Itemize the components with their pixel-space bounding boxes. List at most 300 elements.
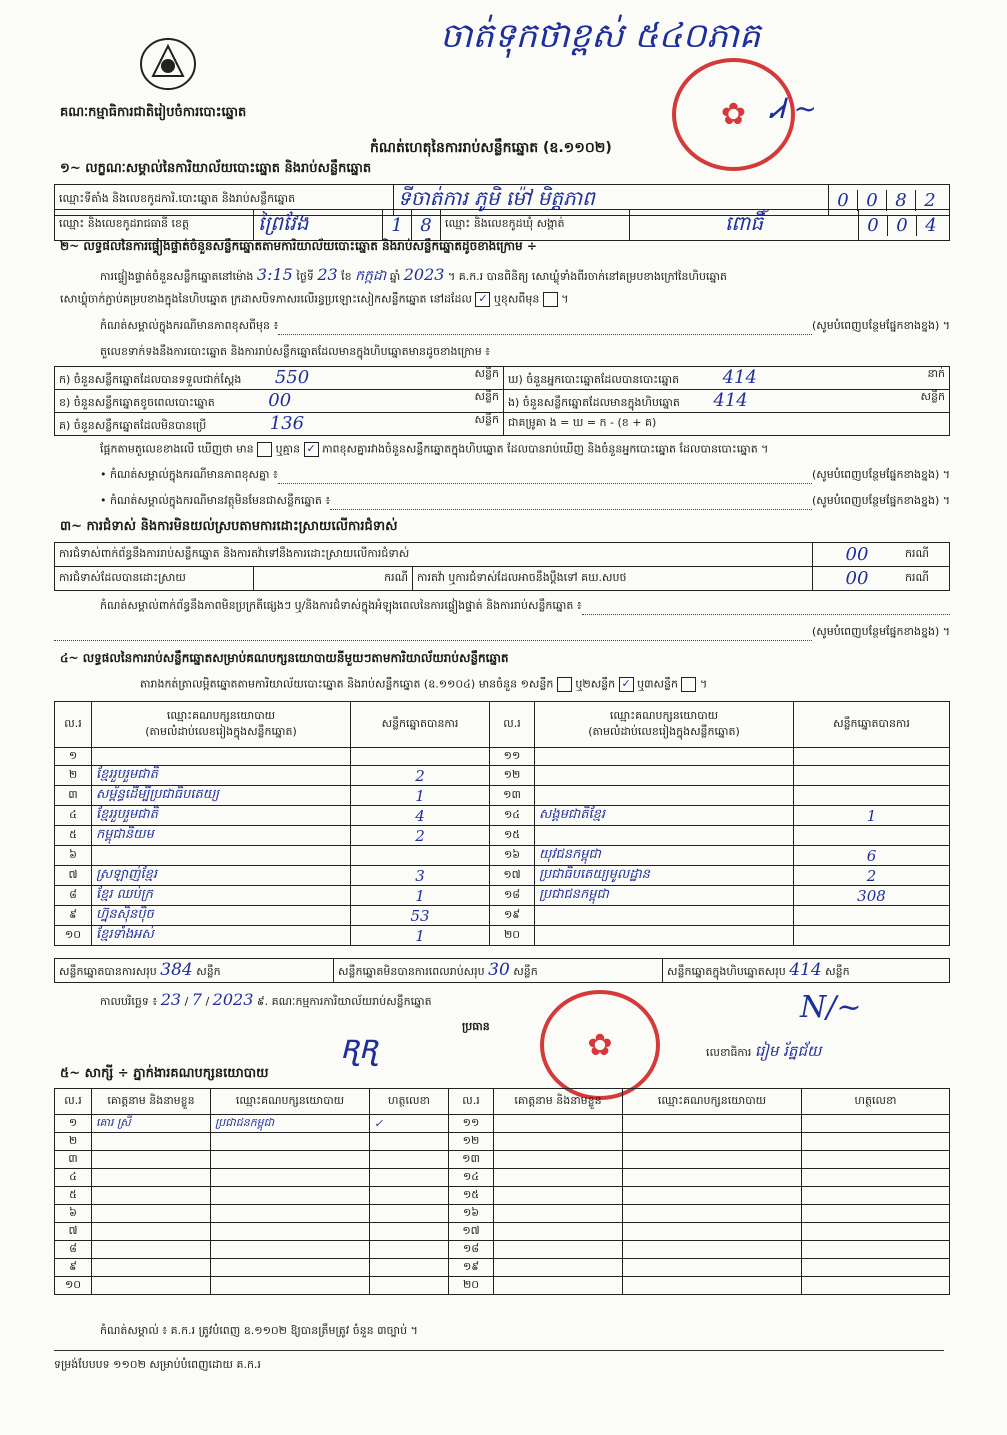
party-name: ប្រជាជនកម្ពុជា bbox=[535, 886, 794, 906]
party-name: ស្រឡាញ់ខ្មែរ bbox=[92, 866, 351, 886]
row-no: ៧ bbox=[55, 866, 92, 886]
secretary-line bbox=[706, 1042, 821, 1064]
count-formula: ជាគម្រូគា ង = ឃ = ក - (ខ + គ) bbox=[504, 413, 950, 436]
row-no: ៦ bbox=[55, 846, 92, 866]
witness-party bbox=[623, 1205, 802, 1223]
irregularity-line-2 bbox=[54, 625, 950, 641]
witness-name bbox=[92, 1277, 211, 1295]
row-no: ១៥ bbox=[449, 1187, 494, 1205]
table-row bbox=[55, 886, 950, 906]
province-code-1: 1 bbox=[383, 210, 412, 241]
resolved-unit: ករណី bbox=[254, 567, 413, 591]
count-d-value: 414 bbox=[722, 367, 757, 388]
polling-station-label: ឈ្មោះទីតាំង និងលេខកូដការិ.បោះឆ្នោត និងរាប់សន្លឹកឆ្នោត bbox=[55, 185, 394, 216]
party-name: ខ្មែររួបរួមជាតិ bbox=[92, 766, 351, 786]
witness-party bbox=[623, 1259, 802, 1277]
party-name bbox=[535, 786, 794, 806]
witness-signature bbox=[802, 1205, 950, 1223]
row-no: ៨ bbox=[55, 886, 92, 906]
party-name: ខ្មែរទាំងអស់ bbox=[92, 926, 351, 946]
changed-label: ឬខុសពីមុន bbox=[493, 292, 540, 306]
verify-month: កក្កដា bbox=[355, 268, 387, 284]
witness-table bbox=[54, 1088, 950, 1295]
section-3-table bbox=[54, 542, 950, 591]
count-b-value: 00 bbox=[268, 390, 292, 411]
party-name: សង្គមជាតិខ្មែរ bbox=[535, 806, 794, 826]
col-no: ល.រ bbox=[55, 702, 92, 748]
witness-name bbox=[494, 1259, 623, 1277]
witness-signature bbox=[802, 1169, 950, 1187]
objection-value: 00 bbox=[813, 543, 902, 567]
date-label: កាលបរិច្ឆេទ ៖ bbox=[100, 995, 158, 1008]
bullet-note-1 bbox=[100, 468, 950, 484]
vote-count bbox=[794, 826, 950, 846]
row-no: ៨ bbox=[55, 1241, 92, 1259]
chair-signature: ꭆꭆ bbox=[340, 1027, 378, 1067]
verification-line-1 bbox=[100, 265, 960, 287]
col-party: ឈ្មោះគណបក្សនយោបាយ bbox=[211, 1089, 370, 1115]
appeal-value: 00 bbox=[813, 567, 902, 591]
witness-party bbox=[623, 1151, 802, 1169]
row-no: ១១ bbox=[449, 1115, 494, 1133]
col-party: ឈ្មោះគណបក្សនយោបាយ bbox=[623, 1089, 802, 1115]
witness-signature bbox=[370, 1259, 449, 1277]
col-party bbox=[535, 702, 794, 748]
witness-signature bbox=[802, 1241, 950, 1259]
witness-signature bbox=[802, 1133, 950, 1151]
witness-name bbox=[494, 1151, 623, 1169]
witness-name bbox=[92, 1223, 211, 1241]
committee-label: ៩. គណៈកម្មការការិយាល័យរាប់សន្លឹកឆ្នោត bbox=[256, 995, 432, 1008]
table-row bbox=[55, 1241, 950, 1259]
bullet-1-label: • កំណត់សម្គាល់ក្នុងករណីមានភាពខុសគ្នា ៖ bbox=[100, 468, 278, 481]
verify-year: 2023 bbox=[403, 265, 445, 284]
verify-line2-text: សោឃ្លុំចាក់ភ្ជាប់គម្របខាងក្នុងនៃហិបឆ្នោត ក្រដាសបិទភាសរលើរន្ធប្រឡោះសៀកសន្លឹកឆ្នោត នៅដដែល bbox=[60, 292, 472, 306]
count-b bbox=[55, 390, 504, 413]
witness-signature bbox=[802, 1223, 950, 1241]
section-5-heading: ៥~ សាក្សី ÷ ភ្នាក់ងារគណបក្សនយោបាយ bbox=[60, 1066, 269, 1081]
table-row bbox=[55, 1133, 950, 1151]
row-no: ៤ bbox=[55, 1169, 92, 1187]
vote-count: 2 bbox=[351, 766, 490, 786]
witness-signature bbox=[370, 1151, 449, 1169]
col-party-title: ឈ្មោះគណបក្សនយោបាយ bbox=[166, 708, 276, 722]
count-e-label: ង) ចំនួនសន្លឹកឆ្នោតដែលមានក្នុងហិបឆ្នោត bbox=[508, 396, 680, 409]
verification-line-2: សោឃ្លុំចាក់ភ្ជាប់គម្របខាងក្នុងនៃហិបឆ្នោត ក្រដាសបិទភាសរលើរន្ធប្រឡោះសៀកសន្លឹកឆ្នោត នៅដដែល ✓ ឬខុសពីមុន ។ bbox=[60, 292, 569, 306]
count-b-label: ខ) ចំនួនសន្លឹកឆ្នោតខូចពេលបោះឆ្នោត bbox=[59, 396, 215, 409]
row-no: ១៦ bbox=[449, 1205, 494, 1223]
vote-count: 1 bbox=[794, 806, 950, 826]
verify-time: 3:15 bbox=[256, 265, 293, 284]
vote-count: 1 bbox=[351, 786, 490, 806]
row-no: ៩ bbox=[55, 906, 92, 926]
nec-emblem bbox=[138, 36, 198, 92]
table-row bbox=[55, 926, 950, 946]
commune-code bbox=[859, 210, 950, 241]
unit: សន្លឹក bbox=[920, 390, 945, 403]
count-e-value: 414 bbox=[713, 390, 748, 411]
row-no: ១ bbox=[55, 1115, 92, 1133]
count-c bbox=[55, 413, 504, 436]
vote-count bbox=[794, 926, 950, 946]
commune-label: ឈ្មោះ និងលេខកូដឃុំ សង្កាត់ bbox=[441, 210, 630, 241]
witness-name bbox=[494, 1169, 623, 1187]
checkbox-no-diff[interactable]: ✓ bbox=[304, 442, 319, 457]
col-sign: ហត្ថលេខា bbox=[370, 1089, 449, 1115]
bullet-1-hint: (សូមបំពេញបន្ថែមផ្នែកខាងខ្នង) ។ bbox=[811, 468, 950, 481]
footer-divider bbox=[54, 1350, 944, 1351]
party-name bbox=[535, 906, 794, 926]
note-line-change bbox=[100, 319, 950, 335]
party-name: យុវជនកម្ពុជា bbox=[535, 846, 794, 866]
witness-signature bbox=[802, 1187, 950, 1205]
verify-text-a: ការផ្ទៀងផ្ទាត់ចំនួនសន្លឹកឆ្នោតនៅម៉ោង bbox=[100, 270, 254, 283]
table-row bbox=[55, 1205, 950, 1223]
col-no: ល.រ bbox=[55, 1089, 92, 1115]
party-name: ប្រជាធិបតេយ្យមូលដ្ឋាន bbox=[535, 866, 794, 886]
witness-signature bbox=[370, 1277, 449, 1295]
row-no: ១៨ bbox=[490, 886, 535, 906]
total-valid-value: 384 bbox=[160, 960, 193, 980]
row-no: ១៧ bbox=[449, 1223, 494, 1241]
vote-count bbox=[794, 748, 950, 766]
verify-day: 23 bbox=[317, 265, 338, 284]
code-digit: 8 bbox=[886, 190, 915, 211]
checkbox-3-sheets[interactable] bbox=[681, 677, 696, 692]
witness-party bbox=[623, 1223, 802, 1241]
witness-signature bbox=[802, 1151, 950, 1169]
witness-party bbox=[623, 1187, 802, 1205]
unit: សន្លឹក bbox=[825, 965, 850, 978]
witness-party bbox=[211, 1133, 370, 1151]
party-name: កម្ពុជានិយម bbox=[92, 826, 351, 846]
party-name: សម្ព័ន្ធដើម្បីប្រជាធិបតេយ្យ bbox=[92, 786, 351, 806]
bullet-2-hint: (សូមបំពេញបន្ថែមផ្នែកខាងខ្នង) ។ bbox=[811, 494, 950, 507]
row-no: ៣ bbox=[55, 1151, 92, 1169]
row-no: ២០ bbox=[449, 1277, 494, 1295]
vote-count bbox=[351, 846, 490, 866]
unit: សន្លឹក bbox=[513, 965, 538, 978]
witness-signature bbox=[370, 1223, 449, 1241]
table-row bbox=[55, 906, 950, 926]
row-no: ១៥ bbox=[490, 826, 535, 846]
row-no: ១១ bbox=[490, 748, 535, 766]
row-no: ៤ bbox=[55, 806, 92, 826]
checkbox-1-sheet[interactable] bbox=[557, 677, 572, 692]
verify-text-c: ខែ bbox=[341, 270, 352, 283]
witness-name bbox=[494, 1223, 623, 1241]
row-no: ៥ bbox=[55, 826, 92, 846]
row-no: ១៧ bbox=[490, 866, 535, 886]
witness-name bbox=[494, 1187, 623, 1205]
row-no: ១៣ bbox=[449, 1151, 494, 1169]
row-no: ៧ bbox=[55, 1223, 92, 1241]
province-label: ឈ្មោះ និងលេខកូដរាជធានី ខេត្ត bbox=[55, 210, 254, 241]
witness-name bbox=[92, 1205, 211, 1223]
row-no: ១២ bbox=[449, 1133, 494, 1151]
party-name bbox=[535, 926, 794, 946]
row-no: ៥ bbox=[55, 1187, 92, 1205]
party-name: ខ្មែរ ឈប់ក្រ bbox=[92, 886, 351, 906]
vote-count bbox=[794, 786, 950, 806]
note-change-label: កំណត់សម្គាល់ក្នុងករណីមានភាពខុសពីមុន ៖ bbox=[100, 319, 279, 332]
witness-name bbox=[92, 1133, 211, 1151]
witness-signature bbox=[802, 1259, 950, 1277]
table-row bbox=[55, 1259, 950, 1277]
col-no: ល.រ bbox=[490, 702, 535, 748]
sheet-count-3: ឬ៣សន្លឹក bbox=[637, 677, 678, 691]
official-seal-top: ✿ bbox=[672, 58, 795, 171]
table-row bbox=[55, 1169, 950, 1187]
table-row bbox=[55, 766, 950, 786]
table-row bbox=[55, 748, 950, 766]
row-no: ១៤ bbox=[490, 806, 535, 826]
row-no: ២០ bbox=[490, 926, 535, 946]
row-no: ៣ bbox=[55, 786, 92, 806]
sheet-count-line: តារាងកត់ត្រាលម្អិតឆ្នោតតាមការិយាល័យបោះឆ្នោត និងរាប់សន្លឹកឆ្នោត (ឧ.១១០៤) មានចំនួន ១សន្លឹក ឬ២សន្លឹក ✓ ឬ៣សន្លឹក ។ bbox=[140, 677, 708, 691]
section-1-table-row2 bbox=[54, 209, 950, 241]
witness-name bbox=[494, 1241, 623, 1259]
chair-label: ប្រធាន bbox=[462, 1020, 490, 1033]
party-name bbox=[535, 826, 794, 846]
count-a bbox=[55, 367, 504, 390]
irregularity-note bbox=[100, 599, 950, 615]
vote-count: 6 bbox=[794, 846, 950, 866]
row-no: ១៩ bbox=[449, 1259, 494, 1277]
row-no: ៦ bbox=[55, 1205, 92, 1223]
checkbox-changed[interactable] bbox=[543, 292, 558, 307]
col-sign: ហត្ថលេខា bbox=[802, 1089, 950, 1115]
col-party-sub: (តាមលំដាប់លេខរៀងក្នុងសន្លឹកឆ្នោត) bbox=[588, 724, 740, 738]
results-totals bbox=[54, 958, 950, 983]
total-box-value: 414 bbox=[789, 960, 822, 980]
witness-party bbox=[211, 1169, 370, 1187]
vote-count: 1 bbox=[351, 926, 490, 946]
compare-line bbox=[100, 442, 768, 459]
signing-date-line: កាលបរិច្ឆេទ ៖ 23 / 7 / 2023 ៩. គណៈកម្មការការិយាល័យរាប់សន្លឹកឆ្នោត bbox=[100, 990, 432, 1009]
table-row bbox=[55, 1115, 950, 1133]
sheet-count-2: ឬ២សន្លឹក bbox=[575, 677, 616, 691]
row-no: ២ bbox=[55, 1133, 92, 1151]
party-name: ហ្វ៊ុនស៊ិនប៉ិច bbox=[92, 906, 351, 926]
vote-count bbox=[351, 748, 490, 766]
irregularity-label: កំណត់សម្គាល់ពាក់ព័ន្ធនឹងភាពមិនប្រក្រតីផ្សេងៗ ឬ/និងការជំទាស់ក្នុងអំឡុងពេលនៃការផ្ទៀងផ្ទាត់ និងការរាប់សន្លឹកឆ្នោត ៖ bbox=[100, 599, 582, 612]
compare-text: ផ្អែកតាមតួលេខខាងលើ ឃើញថា មាន bbox=[100, 442, 254, 456]
row-no: ១ bbox=[55, 748, 92, 766]
secretary-signature: N/~ bbox=[800, 990, 862, 1025]
checkbox-unchanged[interactable]: ✓ bbox=[475, 292, 490, 307]
col-party-title: ឈ្មោះគណបក្សនយោបាយ bbox=[609, 708, 719, 722]
witness-name bbox=[494, 1277, 623, 1295]
witness-party: ប្រជាជនកម្ពុជា bbox=[211, 1115, 370, 1133]
witness-party bbox=[623, 1241, 802, 1259]
count-e bbox=[504, 390, 950, 413]
table-row bbox=[55, 806, 950, 826]
total-box bbox=[663, 959, 950, 983]
witness-name bbox=[92, 1241, 211, 1259]
col-no: ល.រ bbox=[449, 1089, 494, 1115]
witness-party bbox=[211, 1277, 370, 1295]
vote-count: 1 bbox=[351, 886, 490, 906]
irregularity-hint: (សូមបំពេញបន្ថែមផ្នែកខាងខ្នង) ។ bbox=[811, 625, 950, 638]
table-row bbox=[55, 866, 950, 886]
count-c-value: 136 bbox=[269, 413, 305, 434]
table-row bbox=[55, 1187, 950, 1205]
date-day: 23 bbox=[160, 990, 182, 1009]
footnote: កំណត់សម្គាល់ ៖ គ.ក.រ ត្រូវបំពេញ ឧ.១១០២ ឱ្យបានត្រឹមត្រូវ ចំនួន ៣ច្បាប់ ។ bbox=[100, 1324, 418, 1337]
witness-name bbox=[92, 1187, 211, 1205]
row-no: ៩ bbox=[55, 1259, 92, 1277]
col-party-sub: (តាមលំដាប់លេខរៀងក្នុងសន្លឹកឆ្នោត) bbox=[145, 724, 297, 738]
vote-count: 308 bbox=[794, 886, 950, 906]
compare-text-3: ភាពខុសគ្នារវាងចំនួនសន្លឹកឆ្នោតក្នុងហិបឆ្នោត ដែលបានរាប់ឃើញ និងចំនួនអ្នកបោះឆ្នោត ដែលបានបោះឆ្នោត ។ bbox=[322, 442, 769, 456]
top-handwritten-note: ចាត់ទុកថាខ្ពស់ ៥៤០ភាគ bbox=[440, 16, 761, 56]
code-digit: 0 bbox=[857, 190, 886, 211]
witness-signature bbox=[370, 1133, 449, 1151]
row-no: ១៩ bbox=[490, 906, 535, 926]
sheet-count-text: តារាងកត់ត្រាលម្អិតឆ្នោតតាមការិយាល័យបោះឆ្នោត និងរាប់សន្លឹកឆ្នោត (ឧ.១១០៤) មានចំនួន ១សន្លឹក bbox=[140, 677, 554, 691]
row-no: ២ bbox=[55, 766, 92, 786]
code-digit: 0 bbox=[837, 189, 849, 211]
vote-count: 53 bbox=[351, 906, 490, 926]
official-seal-bottom: ✿ bbox=[540, 990, 660, 1100]
table-row bbox=[55, 1223, 950, 1241]
witness-party bbox=[211, 1187, 370, 1205]
witness-name bbox=[92, 1259, 211, 1277]
date-year: 2023 bbox=[212, 990, 254, 1009]
col-votes: សន្លឹកឆ្នោតបានការ bbox=[794, 702, 950, 748]
vote-count: 4 bbox=[351, 806, 490, 826]
party-name bbox=[535, 748, 794, 766]
vote-count: 2 bbox=[794, 866, 950, 886]
row-no: ១០ bbox=[55, 926, 92, 946]
verify-text-d: ឆ្នាំ bbox=[389, 270, 401, 283]
col-name: គោត្តនាម និងនាមខ្លួន bbox=[92, 1089, 211, 1115]
table-row bbox=[55, 826, 950, 846]
row-no: ១៣ bbox=[490, 786, 535, 806]
code-digit: 2 bbox=[915, 190, 944, 211]
witness-signature bbox=[370, 1205, 449, 1223]
appeal-label: ការតវ៉ា ឬការជំទាស់ដែលអាចនឹងប្តឹងទៅ គឃ.សបថ bbox=[413, 567, 813, 591]
total-invalid-value: 30 bbox=[488, 960, 510, 980]
witness-name bbox=[494, 1133, 623, 1151]
total-valid-label: សន្លឹកឆ្នោតបានការសរុប bbox=[59, 965, 157, 978]
note-change-hint: (សូមបំពេញបន្ថែមផ្នែកខាងខ្នង) ។ bbox=[811, 319, 950, 332]
witness-signature bbox=[370, 1169, 449, 1187]
col-party bbox=[92, 702, 351, 748]
total-box-label: សន្លឹកឆ្នោតក្នុងហិបឆ្នោតសរុប bbox=[667, 965, 786, 978]
code-digit: 0 bbox=[887, 215, 916, 236]
count-a-value: 550 bbox=[274, 367, 310, 388]
party-name: ខ្មែររួបរួមជាតិ bbox=[92, 806, 351, 826]
code-digit: 0 bbox=[867, 214, 879, 236]
witness-signature bbox=[370, 1241, 449, 1259]
row-no: ១០ bbox=[55, 1277, 92, 1295]
objection-label: ការជំទាស់ពាក់ព័ន្ធនឹងការរាប់សន្លឹកឆ្នោត និងការតវ៉ាទៅនឹងការដោះស្រាយលើការជំទាស់ bbox=[55, 543, 813, 567]
compare-text-2: ឬគ្មាន bbox=[275, 442, 301, 456]
polling-station-value: ទីចាត់ការ ភូមិ ម៉ៅ មិត្តភាព bbox=[394, 185, 829, 216]
bottom-note: ទម្រង់បែបបទ ១១០២ សម្រាប់បំពេញដោយ គ.ក.រ bbox=[54, 1358, 261, 1371]
verify-text-b: ថ្ងៃទី bbox=[296, 270, 314, 283]
witness-party bbox=[623, 1115, 802, 1133]
table-row bbox=[55, 846, 950, 866]
bullet-2-label: • កំណត់សម្គាល់ក្នុងករណីមានវត្ថុមិនមែនជាសន្លឹកឆ្នោត ៖ bbox=[100, 494, 331, 507]
witness-party bbox=[623, 1133, 802, 1151]
province-code-2: 8 bbox=[412, 210, 441, 241]
witness-name bbox=[92, 1169, 211, 1187]
party-name bbox=[535, 766, 794, 786]
unit: នាក់ bbox=[927, 367, 945, 380]
unit: សន្លឹក bbox=[474, 413, 499, 426]
results-table bbox=[54, 701, 950, 946]
witness-signature: ✓ bbox=[370, 1115, 449, 1133]
vote-count: 3 bbox=[351, 866, 490, 886]
secretary-label: លេខាធិការ bbox=[706, 1046, 752, 1059]
province-value: ព្រៃវែង bbox=[254, 210, 383, 241]
witness-party bbox=[211, 1241, 370, 1259]
count-c-label: គ) ចំនួនសន្លឹកឆ្នោតដែលមិនបានប្រើ bbox=[59, 419, 207, 432]
org-name: គណៈកម្មាធិការជាតិរៀបចំការបោះឆ្នោត bbox=[60, 105, 247, 120]
witness-party bbox=[623, 1277, 802, 1295]
unit: សន្លឹក bbox=[196, 965, 221, 978]
doc-title: កំណត់ហេតុនៃការរាប់សន្លឹកឆ្នោត (ឧ.១១០២) bbox=[370, 140, 612, 156]
vote-count: 2 bbox=[351, 826, 490, 846]
total-valid bbox=[55, 959, 334, 983]
col-votes: សន្លឹកឆ្នោតបានការ bbox=[351, 702, 490, 748]
witness-party bbox=[623, 1169, 802, 1187]
unit: ករណី bbox=[901, 543, 950, 567]
witness-name bbox=[494, 1115, 623, 1133]
section-3-heading: ៣~ ការជំទាស់ និងការមិនយល់ស្របតាមការដោះស្រាយលើការជំទាស់ bbox=[60, 519, 398, 534]
checkbox-2-sheets[interactable]: ✓ bbox=[619, 677, 634, 692]
table-row bbox=[55, 1151, 950, 1169]
chief-signature-top: Ꮧ ~ bbox=[770, 92, 817, 125]
section-2-heading: ២~ លទ្ធផលនៃការផ្ទៀងផ្ទាត់ចំនួនសន្លឹកឆ្នោតតាមការិយាល័យបោះឆ្នោត និងរាប់សន្លឹកឆ្នោតដូចខាងក្រោម ÷ bbox=[60, 239, 537, 253]
unit: សន្លឹក bbox=[474, 390, 499, 403]
count-a-label: ក) ចំនួនសន្លឹកឆ្នោតដែលបានទទួលជាក់ស្តែង bbox=[59, 373, 242, 386]
witness-party bbox=[211, 1259, 370, 1277]
witness-signature bbox=[802, 1115, 950, 1133]
witness-name bbox=[494, 1205, 623, 1223]
date-month: 7 bbox=[191, 990, 202, 1009]
vote-count bbox=[794, 906, 950, 926]
witness-party bbox=[211, 1151, 370, 1169]
witness-name bbox=[92, 1151, 211, 1169]
table-row bbox=[55, 1277, 950, 1295]
resolved-label: ការជំទាស់ដែលបានដោះស្រាយ bbox=[55, 567, 254, 591]
commune-value: ពោធិ៍ bbox=[630, 210, 859, 241]
section-4-heading: ៤~ លទ្ធផលនៃការរាប់សន្លឹកឆ្នោតសម្រាប់គណបក្សនយោបាយនីមួយៗតាមការិយាល័យរាប់សន្លឹកឆ្នោត bbox=[60, 651, 509, 665]
party-name bbox=[92, 748, 351, 766]
total-invalid-label: សន្លឹកឆ្នោតមិនបានការពេលរាប់សរុប bbox=[338, 965, 485, 978]
col-name: គោត្តនាម និងនាមខ្លួន bbox=[494, 1089, 623, 1115]
unit: សន្លឹក bbox=[474, 367, 499, 380]
count-d-label: ឃ) ចំនួនអ្នកបោះឆ្នោតដែលបានបោះឆ្នោត bbox=[508, 373, 680, 386]
row-no: ១២ bbox=[490, 766, 535, 786]
count-d bbox=[504, 367, 950, 390]
witness-party bbox=[211, 1205, 370, 1223]
secretary-name: រៀម រ័ត្នជ័យ bbox=[754, 1042, 822, 1060]
witness-party bbox=[211, 1223, 370, 1241]
intro-figures: តួលេខទាក់ទងនឹងការបោះឆ្នោត និងការរាប់សន្លឹកឆ្នោតដែលមានក្នុងហិបឆ្នោតមានដូចខាងក្រោម ៖ bbox=[100, 345, 491, 358]
verify-text-e: ។ គ.ក.រ បានពិនិត្យ សោឃ្លុំទាំងពីរចាក់នៅគម្របខាងក្រៅនៃហិបឆ្នោត bbox=[447, 270, 727, 283]
row-no: ១៤ bbox=[449, 1169, 494, 1187]
checkbox-has-diff[interactable] bbox=[257, 442, 272, 457]
witness-name: គោរ ស្រី bbox=[92, 1115, 211, 1133]
party-name bbox=[92, 846, 351, 866]
section-1-heading: ១~ លក្ខណៈសម្គាល់នៃការិយាល័យបោះឆ្នោត និងរាប់សន្លឹកឆ្នោត bbox=[60, 161, 372, 176]
code-digit: 4 bbox=[916, 215, 945, 236]
